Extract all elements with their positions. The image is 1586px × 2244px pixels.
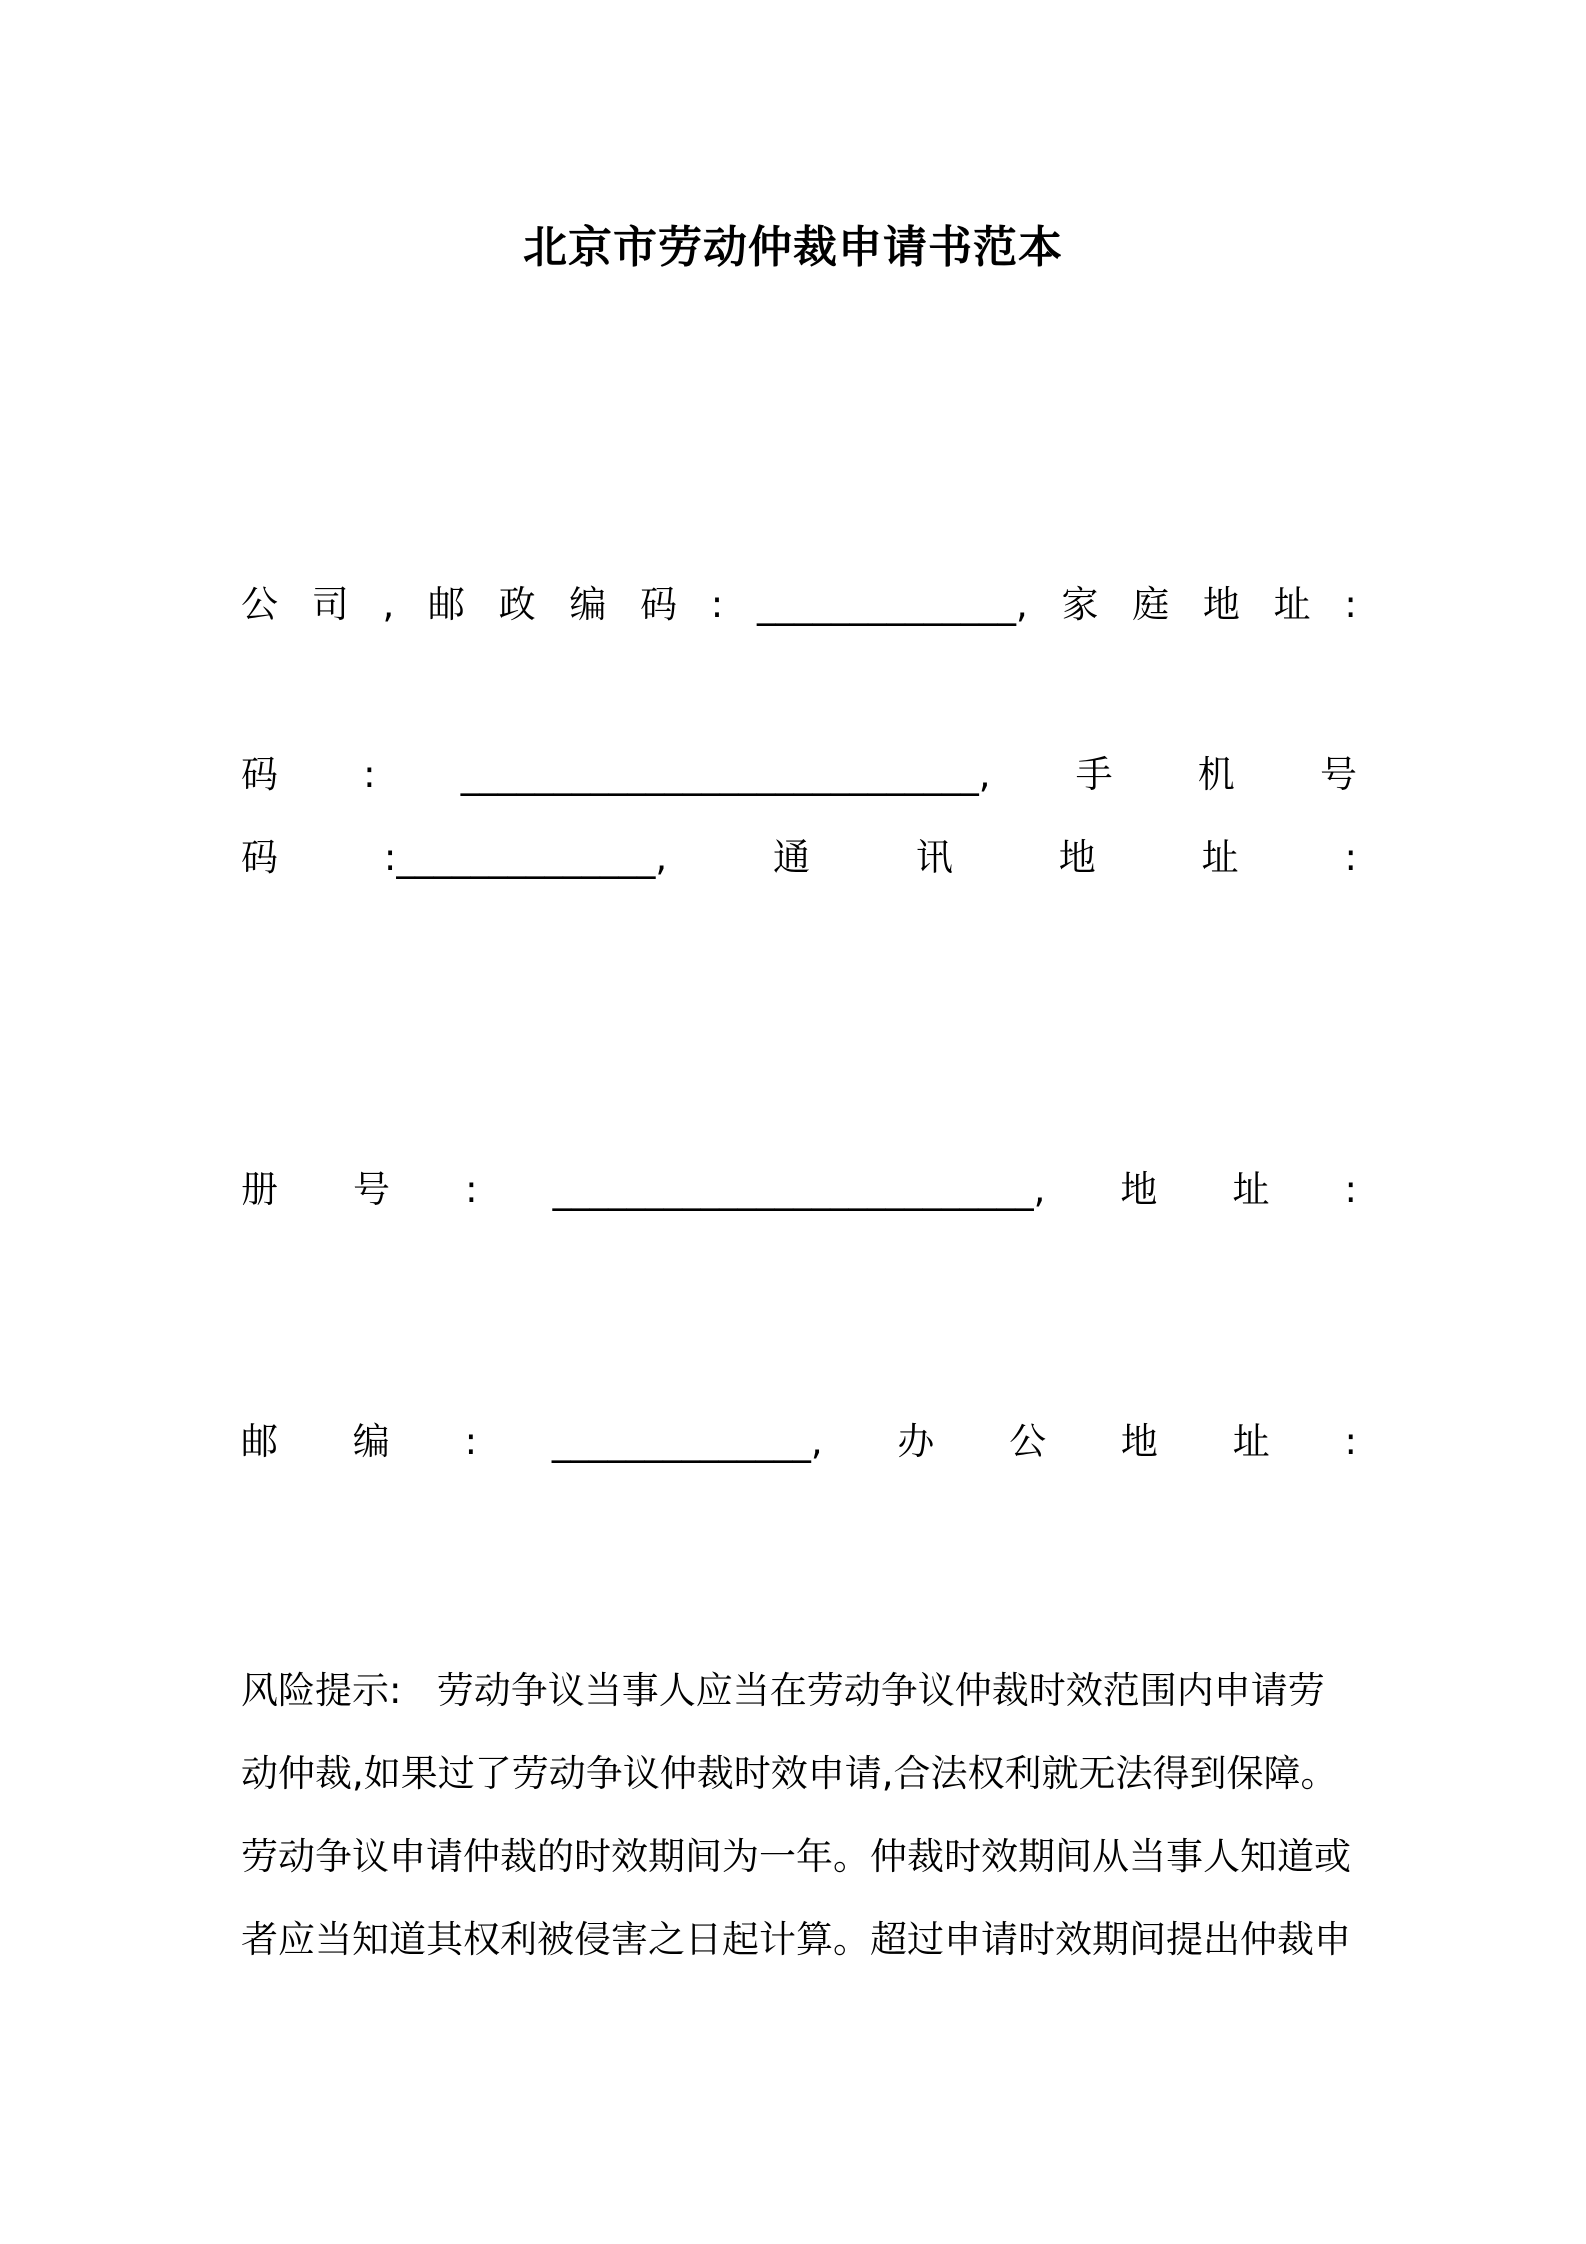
document-title: 北京市劳动仲裁申请书范本 <box>523 222 1063 273</box>
text-char: 公 <box>241 583 278 626</box>
respondent-line-5 <box>241 1416 1357 1468</box>
text-char: 码 <box>241 836 278 879</box>
respondent-line-3 <box>241 1252 1357 1304</box>
text-char: , <box>382 583 395 626</box>
text-char: 编 <box>352 1420 390 1463</box>
text-char: 地 <box>1058 836 1096 879</box>
text-char: 址 <box>1201 836 1239 879</box>
text-char: 地 <box>1120 1420 1158 1463</box>
text-char: 编 <box>569 583 607 626</box>
text-char: 邮 <box>427 583 465 626</box>
id-number-blank[interactable]: ____________________________, <box>460 753 991 796</box>
text-char: : <box>465 1168 478 1211</box>
text-char: 号 <box>1319 753 1357 796</box>
text-char: 码 <box>241 753 278 796</box>
text-char: 公 <box>1009 1420 1047 1463</box>
risk-notice-line-3: 劳动争议申请仲裁的时效期间为一年。仲裁时效期间从当事人知道或 <box>241 1835 1351 1878</box>
text-char: 号 <box>353 1168 391 1211</box>
applicant-line-1 <box>241 413 1357 465</box>
applicant-line-4 <box>241 668 1357 720</box>
text-char: 家 <box>1061 583 1099 626</box>
text-char: 册 <box>241 1168 278 1211</box>
applicant-line-6 <box>241 832 1357 884</box>
risk-notice-line-2: 动仲裁,如果过了劳动争议仲裁时效申请,合法权利就无法得到保障。 <box>241 1752 1338 1795</box>
text-char: 码 <box>640 583 678 626</box>
respondent-line-7 <box>241 1589 1357 1641</box>
text-char: : <box>710 583 724 626</box>
text-char: 政 <box>498 583 536 626</box>
text-char: 邮 <box>241 1420 278 1463</box>
text-char: : <box>1344 836 1357 879</box>
text-char: 机 <box>1197 753 1235 796</box>
text-char: 办 <box>897 1420 935 1463</box>
text-char: : <box>1344 583 1357 626</box>
text-char: 讯 <box>915 836 953 879</box>
text-char: 通 <box>772 836 810 879</box>
text-char: 址 <box>1273 583 1311 626</box>
risk-notice-line-4: 者应当知道其权利被侵害之日起计算。超过申请时效期间提出仲裁申 <box>241 1918 1351 1961</box>
text-char: 地 <box>1120 1168 1158 1211</box>
text-char: : <box>1344 1420 1357 1463</box>
postcode-blank[interactable]: ______________, <box>756 583 1028 626</box>
mobile-blank[interactable]: :______________, <box>383 836 668 879</box>
respondent-line-2 <box>241 1164 1357 1216</box>
text-char: 手 <box>1075 753 1113 796</box>
applicant-line-3 <box>241 579 1357 631</box>
text-char: 庭 <box>1132 583 1170 626</box>
respondent-line-1 <box>241 1081 1357 1133</box>
respondent-line-6 <box>241 1505 1357 1557</box>
applicant-line-8 <box>241 1005 1357 1057</box>
registration-number-blank[interactable]: __________________________, <box>552 1168 1046 1211</box>
text-char: : <box>1344 1168 1357 1211</box>
text-char: : <box>464 1420 478 1463</box>
applicant-line-7 <box>241 921 1357 973</box>
respondent-line-4 <box>241 1333 1357 1385</box>
applicant-line-2 <box>241 496 1357 548</box>
text-char: 址 <box>1232 1168 1270 1211</box>
text-char: 司 <box>311 583 349 626</box>
applicant-line-5 <box>241 749 1357 801</box>
respondent-postcode-blank[interactable]: ______________, <box>551 1420 823 1463</box>
text-char: : <box>363 753 376 796</box>
text-char: 址 <box>1232 1420 1270 1463</box>
text-char: 地 <box>1202 583 1240 626</box>
risk-notice-line-1: 风险提示: 劳动争议当事人应当在劳动争议仲裁时效范围内申请劳 <box>241 1669 1325 1712</box>
